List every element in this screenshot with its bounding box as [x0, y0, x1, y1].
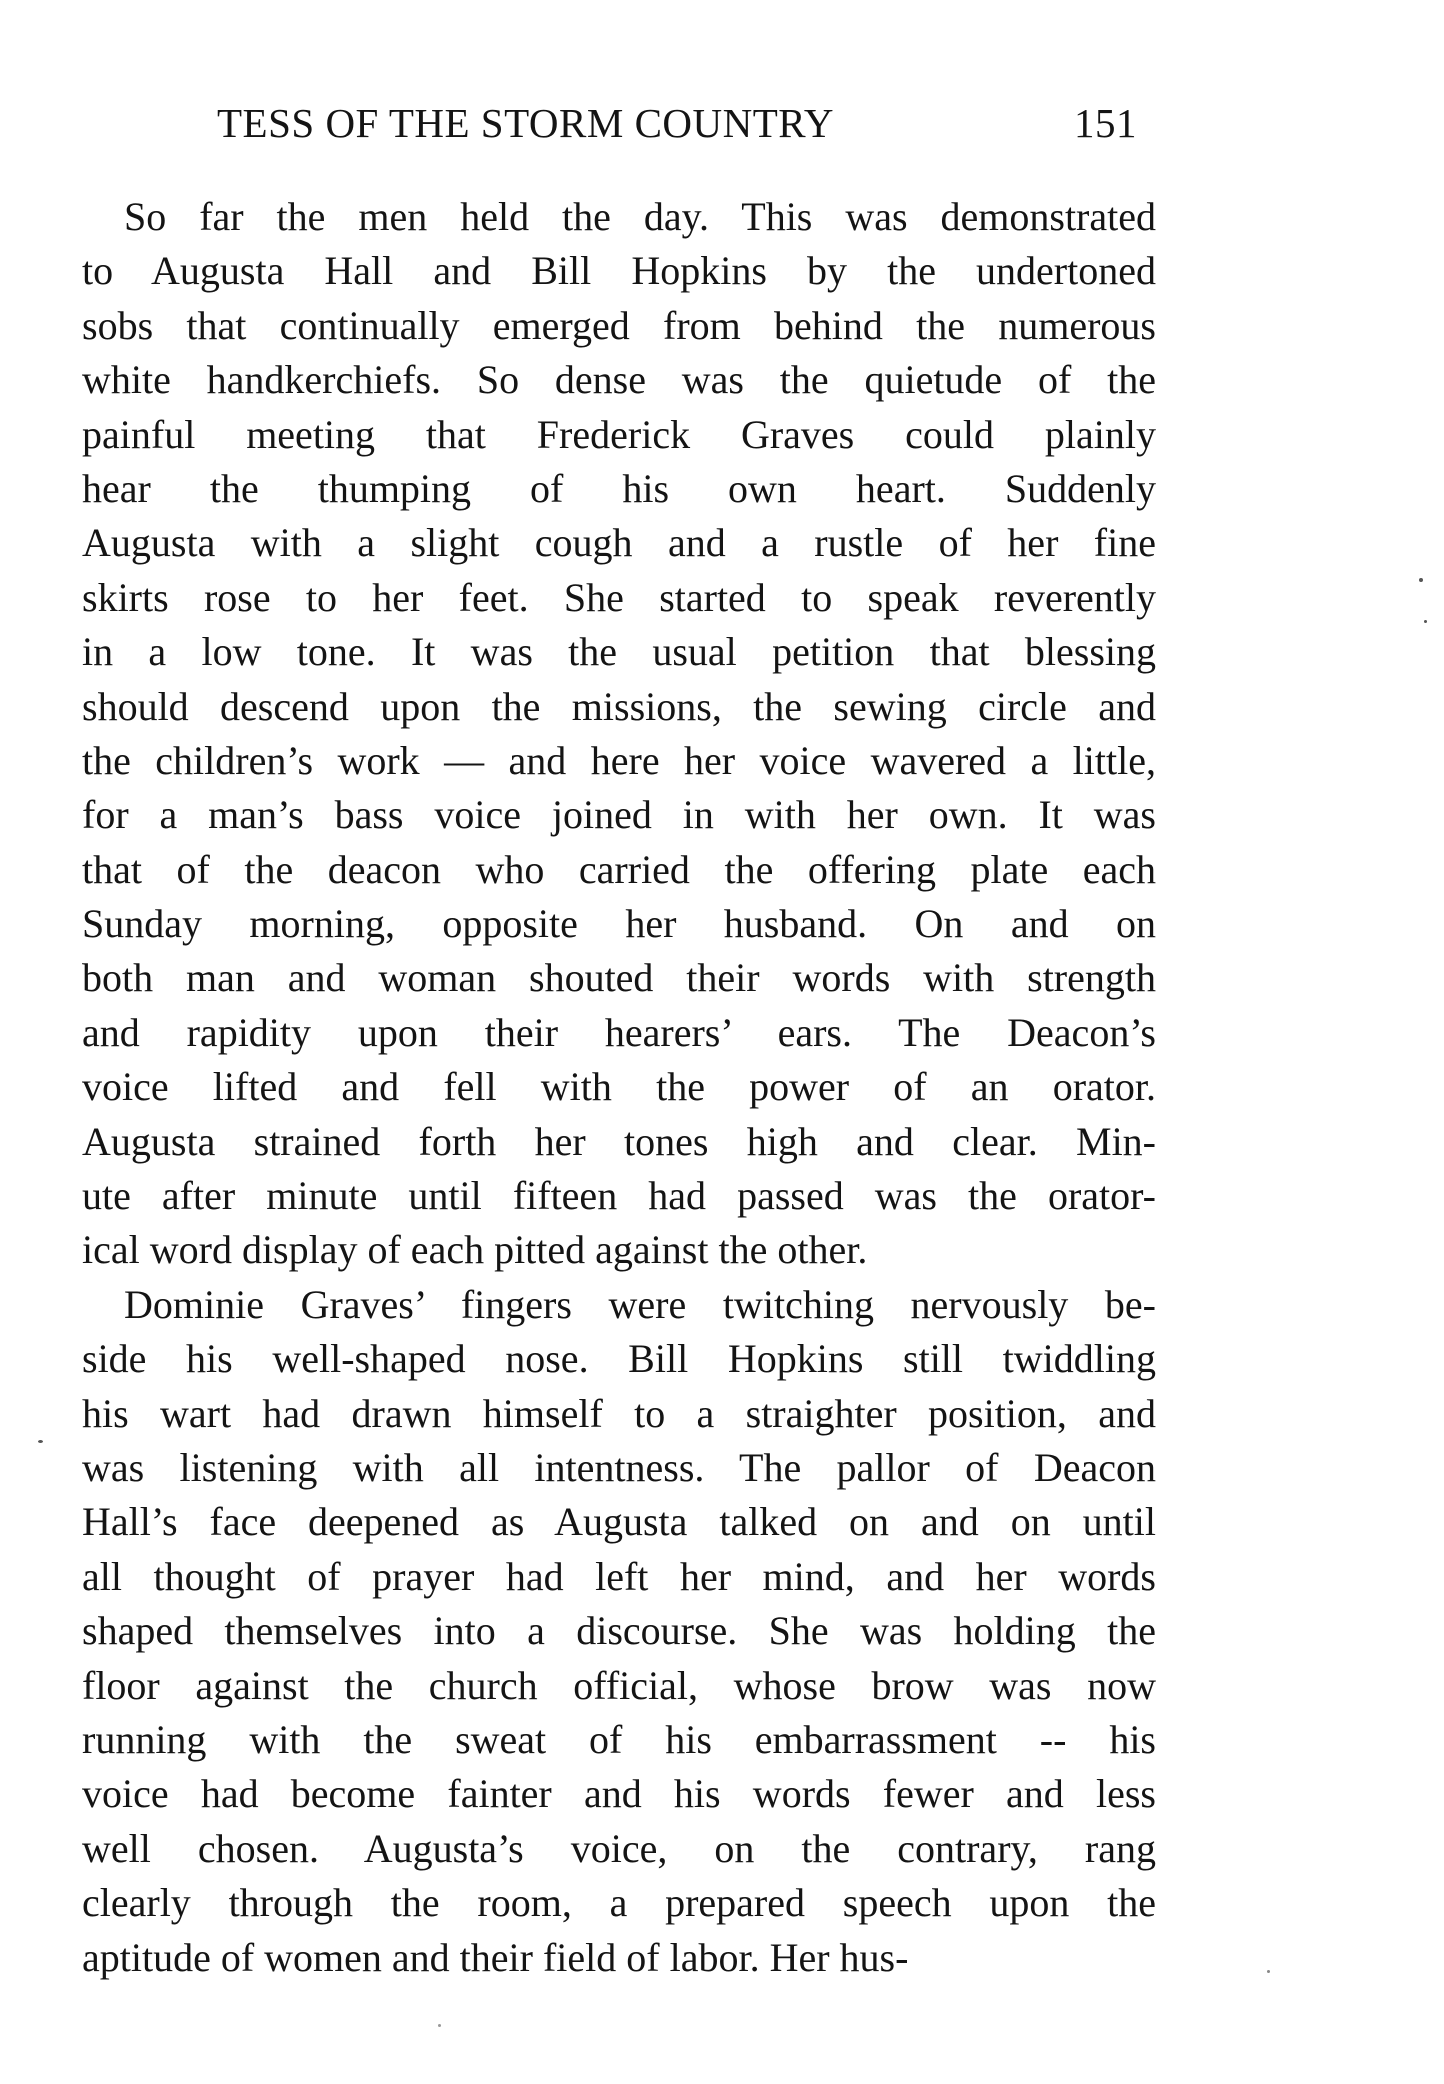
text-line: voice lifted and fell with the power of an orator. — [82, 1064, 1156, 1110]
text-line: side his well-shaped nose. Bill Hopkins still twiddling — [82, 1336, 1156, 1382]
text-line: well chosen. Augusta’s voice, on the contrary, rang — [82, 1825, 1156, 1871]
text-line: white handkerchiefs. So dense was the quietude of the — [82, 357, 1156, 403]
scan-speck — [438, 2024, 441, 2027]
scan-speck — [1424, 620, 1427, 623]
text-line: Sunday morning, opposite her husband. On and on — [82, 901, 1156, 947]
body-text — [82, 190, 1156, 1985]
text-line: hear the thumping of his own heart. Suddenly — [82, 465, 1156, 511]
paragraph-2 — [82, 1278, 1156, 1985]
text-line: So far the men held the day. This was demonstrated — [124, 194, 1156, 239]
text-line: that of the deacon who carried the offering plate each — [82, 846, 1156, 892]
text-line: to Augusta Hall and Bill Hopkins by the undertoned — [82, 248, 1156, 294]
text-line: was listening with all intentness. The pallor of Deacon — [82, 1444, 1156, 1490]
page-number: 151 — [1074, 100, 1137, 146]
text-line: his wart had drawn himself to a straighter position, and — [82, 1390, 1156, 1436]
text-line: clearly through the room, a prepared speech upon the — [82, 1880, 1156, 1926]
text-line: sobs that continually emerged from behind the numerous — [82, 302, 1156, 348]
text-line: aptitude of women and their field of labor. Her hus- — [82, 1934, 909, 1980]
running-title: TESS OF THE STORM COUNTRY — [217, 100, 834, 146]
text-line: in a low tone. It was the usual petition that blessing — [82, 629, 1156, 675]
text-line: the children’s work — and here her voice wavered a little, — [82, 737, 1156, 783]
text-line: running with the sweat of his embarrassment -- his — [82, 1716, 1156, 1762]
running-head — [217, 96, 1137, 150]
text-line: all thought of prayer had left her mind, and her words — [82, 1553, 1156, 1599]
text-line: Augusta with a slight cough and a rustle of her fine — [82, 520, 1156, 566]
text-line: painful meeting that Frederick Graves could plainly — [82, 411, 1156, 457]
scan-speck — [1267, 1970, 1270, 1973]
text-line: both man and woman shouted their words with strength — [82, 955, 1156, 1001]
scan-speck — [38, 1440, 43, 1443]
text-line: shaped themselves into a discourse. She was holding the — [82, 1608, 1156, 1654]
paragraph-1 — [82, 190, 1156, 1278]
text-line: and rapidity upon their hearers’ ears. The Deacon’s — [82, 1009, 1156, 1055]
text-line: skirts rose to her feet. She started to speak reverently — [82, 574, 1156, 620]
text-line: Augusta strained forth her tones high and clear. Min- — [82, 1118, 1156, 1164]
text-line: should descend upon the missions, the sewing circle and — [82, 683, 1156, 729]
text-line: Dominie Graves’ fingers were twitching nervously be- — [124, 1281, 1156, 1327]
text-line: voice had become fainter and his words fewer and less — [82, 1771, 1156, 1817]
scan-speck — [1419, 578, 1423, 582]
text-line: Hall’s face deepened as Augusta talked on and on until — [82, 1499, 1156, 1545]
text-line: floor against the church official, whose brow was now — [82, 1662, 1156, 1708]
text-line: for a man’s bass voice joined in with her own. It was — [82, 792, 1156, 838]
text-line: ute after minute until fifteen had passed was the orator- — [82, 1173, 1156, 1219]
text-line: ical word display of each pitted against the other. — [82, 1227, 868, 1273]
